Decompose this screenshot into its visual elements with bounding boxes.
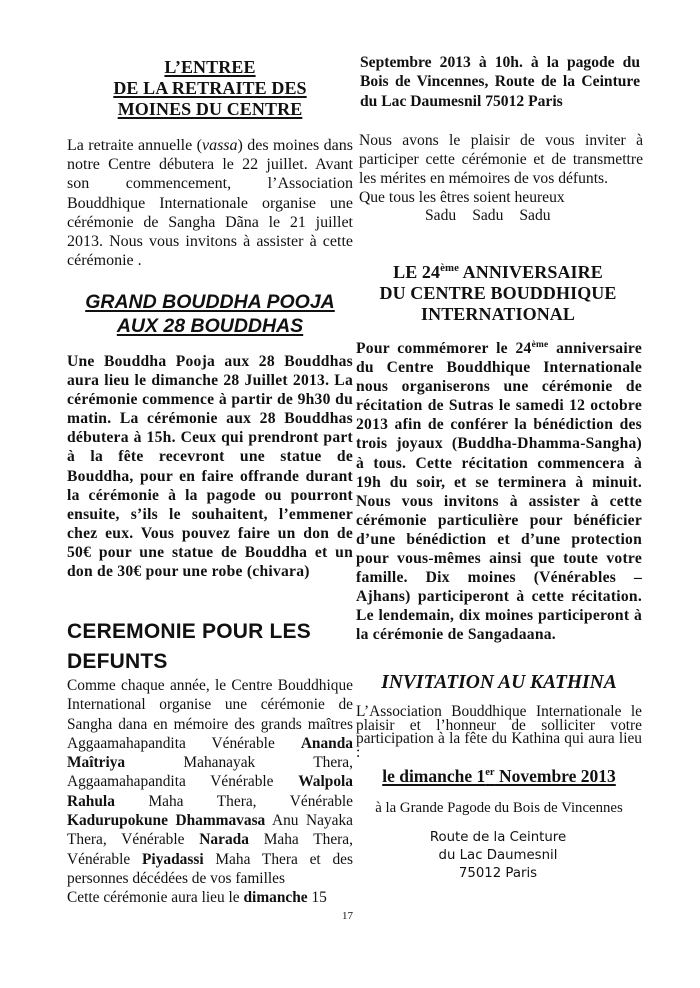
paragraph-defunts [67,676,353,888]
text: 15 [307,889,327,907]
heading-line: DE LA RETRAITE DES [113,78,307,98]
text: Comme chaque année, le Centre Bouddhique International organise une cérémonie de Sangha dana en mémoire des grands maîtres Aggaamahapandita Vénérable [67,677,353,752]
heading-invitation-kathina: INVITATION AU KATHINA [381,672,617,693]
heading-line: AUX 28 BOUDDHAS [116,315,304,337]
sadu-word: Sadu [519,207,551,224]
text: ANNIVERSAIRE [459,262,603,282]
section-ceremonie-defunts-body [67,676,353,908]
sadu-word: Sadu [425,207,457,224]
date-underlined [382,766,616,786]
text: Maha Thera, Vénérable [67,831,353,868]
name-walpola-rahula: Walpola Rahula [67,773,353,810]
paragraph-entree-retraite [67,136,353,270]
superscript: ème [531,339,549,350]
page-number: 17 [342,910,353,922]
bold-dimanche: dimanche [243,889,308,907]
kathina-place: à la Grande Pagode du Bois de Vincennes [375,800,623,816]
heading-line: CEREMONIE POUR LES [67,620,311,643]
address-line: Route de la Ceinture [429,830,567,845]
address-line: 75012 Paris [458,866,538,881]
name-narada: Narada [199,831,249,849]
heading-ceremonie-defunts [67,617,353,677]
heading-line: DEFUNTS [67,650,168,673]
heading-line: GRAND BOUDDHA POOJA [85,291,335,313]
text: La retraite annuelle ( [67,137,202,154]
superscript: er [485,767,495,779]
heading-grand-bouddha-pooja [67,290,353,338]
paragraph-invitation: Nous avons le plaisir de vous inviter à participer cette cérémonie et de transmettre les mérites en mémoires de vos défunts. [359,132,643,188]
paragraph-grand-bouddha-pooja: Une Bouddha Pooja aux 28 Bouddhas aura lieu le dimanche 28 Juillet 2013. La cérémonie commence à partir de 9h30 du matin. La cérémonie aux 28 Bouddhas débutera à 15h. Ceux qui prendront part à la fête recevront une statue de Bouddha, pour en faire offrande durant la cérémonie à la pagode ou pourront ensuite, s’ils le souhaitent, l’emmener chez eux. Vous pouvez faire un don de 50€ pour une statue de Bouddha et un don de 30€ pour une robe (chivara) [67,353,353,581]
heading-24eme-anniversaire [363,262,633,325]
text: Cette cérémonie aura lieu le [67,889,244,907]
text: Maha Thera, Vénérable [114,792,353,810]
italic-term-vassa: vassa [201,137,238,154]
text: Pour commémorer le 24 [356,340,532,357]
text: le dimanche 1 [382,766,486,786]
heading-entree-retraite [67,57,353,120]
text: ) des moines dans notre Centre débutera le 22 juillet. Avant son commencement, l’Association Bouddhique Internationale organise une cérémonie de Sangha Dãna le 21 juillet 2013. Nous vous invitons à assister à cette cérémonie . [67,137,353,270]
text: Anu Nayaka Thera, Vénérable [67,812,353,849]
paragraph-defunts-continuation: Septembre 2013 à 10h. à la pagode du Bois de Vincennes, Route de la Ceinture du Lac Daumesnil 75012 Paris [360,54,640,110]
text: LE 24 [393,262,441,282]
heading-line: L’ENTREE [164,57,256,77]
paragraph-kathina: L’Association Bouddhique Internationale le plaisir et l’honneur de solliciter votre participation à la fête du Kathina qui aura lieu : [356,703,642,761]
text: anniversaire du Centre Bouddhique Internationale nous organiserons une cérémonie de récitation de Sutras le samedi 12 octobre 2013 afin de conférer la bénédiction des trois joyaux (Buddha-Dhamma-Sangha) à tous. Cette récitation commencera à 19h du soir, et se terminera à minuit. Nous vous invitons à assister à cette cérémonie particulière pour bénéficier d’une bénédiction et d’une protection pour vous-mêmes ainsi que toute votre famille. Dix moines (Vénérables – Ajhans) participeront à cette récitation. Le lendemain, dix moines participeront à la cérémonie de Sangadaana. [356,340,642,644]
heading-line: INTERNATIONAL [421,304,575,324]
heading-line: MOINES DU CENTRE [117,99,303,119]
text: Maha Thera et des personnes décédées de vos familles [67,850,353,887]
name-kadurupokune-dhammavasa: Kadurupokune Dhammavasa [67,812,266,830]
name-piyadassi: Piyadassi [142,850,204,868]
text: Novembre 2013 [494,766,616,786]
wish-line: Que tous les êtres soient heureux [359,189,565,207]
name-ananda-maitriya: Ananda Maîtriya [67,734,353,772]
text: Mahanayak Thera, Aggaamahapandita Vénérable [67,754,353,791]
superscript: ème [440,262,460,274]
paragraph-defunts-closing [67,888,353,907]
kathina-date [356,766,642,787]
heading-line: DU CENTRE BOUDDHIQUE [379,283,617,303]
kathina-address [356,829,640,883]
sadu-word: Sadu [472,207,504,224]
sadu-blessing [425,207,567,225]
section-invitation-defunts [359,131,643,207]
address-line: du Lac Daumesnil [438,848,558,863]
paragraph-24eme-anniversaire [356,339,642,645]
